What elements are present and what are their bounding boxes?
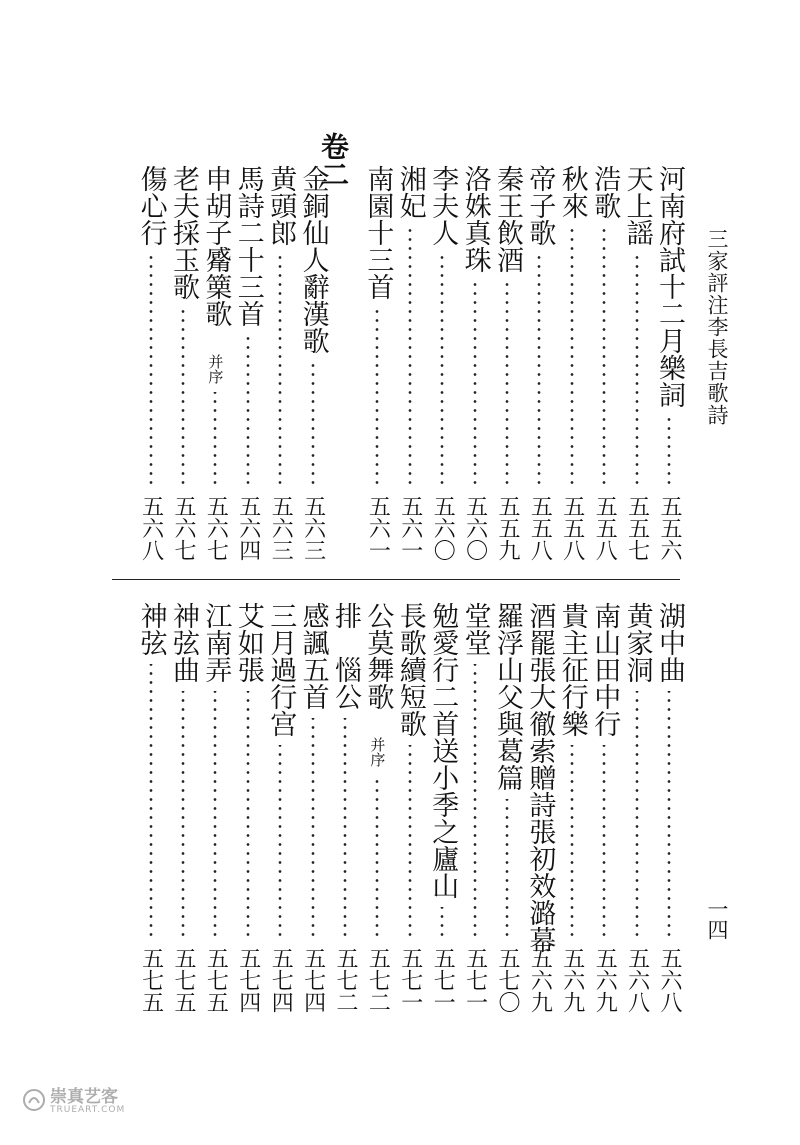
leader-dots <box>536 254 542 487</box>
toc-entry-title <box>489 602 525 791</box>
toc-entry-title <box>457 602 493 656</box>
toc-entry <box>554 602 590 1022</box>
toc-entry-title-text: 秋來 <box>556 165 588 219</box>
toc-entry-title-text: 湘妃 <box>394 165 426 219</box>
section-divider <box>112 579 680 580</box>
toc-entry-title-text: 金銅仙人辭漢歌 <box>297 165 329 354</box>
leader-dots <box>666 691 672 939</box>
toc-entry-title-text: 李夫人 <box>427 165 459 246</box>
toc-entry-page: 五六一 <box>365 495 391 561</box>
toc-entry-title-text: 艾如張 <box>232 602 264 683</box>
leader-dots <box>569 745 575 939</box>
leader-dots <box>504 799 510 939</box>
toc-entry-title <box>197 165 233 384</box>
toc-entry-title-text: 江南弄 <box>200 602 232 683</box>
toc-entry <box>262 602 298 1022</box>
toc-entry <box>586 165 622 575</box>
toc-entry-title <box>262 602 298 737</box>
toc-entry-title <box>619 602 655 683</box>
toc-entry-title <box>619 165 655 246</box>
toc-entry-page: 五六七 <box>203 495 229 561</box>
toc-entry-title-text: 公莫舞歌 <box>362 602 394 710</box>
toc-entry-page: 五七五 <box>171 947 196 1013</box>
toc-entry-title-text: 河南府試十二月樂詞 <box>654 165 685 408</box>
toc-entry-title <box>651 165 687 408</box>
leader-dots <box>180 691 186 939</box>
toc-entry-title-text: 天上謡 <box>621 165 653 246</box>
book-title-header: 三家評注李長吉歌詩 <box>705 228 729 426</box>
leader-dots <box>407 745 413 939</box>
toc-entry-title <box>230 165 266 327</box>
toc-entry-page: 五五八 <box>527 495 553 561</box>
toc-entry-title <box>359 165 395 300</box>
leader-dots <box>504 281 510 487</box>
toc-entry <box>197 602 233 1022</box>
toc-entry <box>262 165 298 575</box>
toc-entry <box>651 602 687 1022</box>
toc-entry-title-text: 酒罷張大徹索贈詩張初效潞幕 <box>524 602 556 953</box>
page-number: 一四 <box>705 898 729 940</box>
leader-dots <box>342 718 348 939</box>
toc-entry-page: 五七〇 <box>495 947 520 1013</box>
toc-entry <box>295 602 331 1022</box>
toc-entry-page: 五六八 <box>624 947 650 1013</box>
toc-entry-title <box>295 165 331 354</box>
toc-entry <box>133 165 169 575</box>
toc-entry-page: 五五七 <box>624 495 650 561</box>
toc-entry-title <box>392 165 428 219</box>
toc-entry-title <box>586 602 622 737</box>
toc-entry-title <box>554 165 590 219</box>
toc-entry <box>554 165 590 575</box>
toc-entry-title <box>457 165 493 273</box>
leader-dots <box>407 227 413 487</box>
toc-entry-title-text: 神弦 <box>135 602 167 656</box>
toc-entry <box>457 165 493 575</box>
toc-entry-title-text: 湖中曲 <box>654 602 685 683</box>
toc-entry <box>457 602 493 1022</box>
toc-entry <box>133 602 169 1022</box>
toc-entry-title-text: 傷心行 <box>135 165 167 246</box>
toc-entry-page: 五六九 <box>559 947 585 1013</box>
leader-dots <box>666 416 672 487</box>
toc-entry-title-text: 堂堂 <box>459 602 491 656</box>
toc-entry-title-text: 黄頭郎 <box>265 165 297 246</box>
logo-icon <box>22 1088 46 1116</box>
toc-entry <box>197 165 233 575</box>
leader-dots <box>601 745 607 939</box>
toc-entry-page: 五六八 <box>138 495 164 561</box>
toc-entry <box>392 165 428 575</box>
leader-dots <box>180 308 186 487</box>
toc-entry <box>359 602 395 1022</box>
watermark-domain: TRUEART.COM <box>50 1105 126 1115</box>
toc-entry-title-text: 馬詩二十三首 <box>232 165 264 327</box>
leader-dots <box>277 745 283 939</box>
toc-entry-title <box>197 602 233 683</box>
toc-entry-title-text: 秦王飲酒 <box>492 165 523 273</box>
leader-dots <box>212 691 218 939</box>
toc-entry-title-text: 帝子歌 <box>524 165 556 246</box>
toc-entry <box>327 602 363 1022</box>
leader-dots <box>439 254 445 487</box>
toc-entry-page: 五六七 <box>171 495 196 561</box>
toc-entry-title <box>424 165 460 246</box>
toc-entry-note: 并序 <box>368 737 387 767</box>
leader-dots <box>148 254 154 487</box>
toc-entry-page: 五六四 <box>235 495 261 561</box>
toc-entry-title <box>133 602 169 656</box>
leader-dots <box>277 254 283 487</box>
toc-entry-title-text: 長歌續短歌 <box>394 602 426 737</box>
leader-dots <box>374 308 380 487</box>
toc-entry-title-text: 排 惱公 <box>330 602 361 710</box>
toc-entry <box>424 602 460 1022</box>
toc-entry-title-text: 浩歌 <box>589 165 621 219</box>
leader-dots <box>310 718 316 939</box>
toc-entry-title <box>165 165 201 300</box>
toc-entry-title <box>554 602 590 737</box>
toc-entry-page: 五七五 <box>138 947 164 1013</box>
toc-entry-title <box>392 602 428 737</box>
toc-entry-page: 五五八 <box>592 495 618 561</box>
juan-heading: 卷二 <box>317 132 350 188</box>
toc-entry-title <box>651 602 687 683</box>
toc-entry <box>619 602 655 1022</box>
toc-entry-page: 五五六 <box>657 495 682 561</box>
toc-entry-title <box>489 165 525 273</box>
toc-entry-title-text: 南園十三首 <box>362 165 394 300</box>
leader-dots <box>374 775 380 939</box>
toc-entry-page: 五六九 <box>592 947 618 1013</box>
toc-entry <box>619 165 655 575</box>
toc-entry-title-text: 羅浮山父與葛篇 <box>492 602 523 791</box>
toc-entry-page: 五六〇 <box>430 495 456 561</box>
leader-dots <box>634 254 640 487</box>
toc-entry-title-text: 感諷五首 <box>297 602 329 710</box>
leader-dots <box>634 691 640 939</box>
toc-entry-title-text: 黄家洞 <box>621 602 653 683</box>
toc-entry-title <box>424 602 460 899</box>
toc-entry <box>359 165 395 575</box>
leader-dots <box>601 227 607 487</box>
leader-dots <box>472 281 478 487</box>
toc-entry-page: 五六三 <box>268 495 294 561</box>
toc-entry-title-text: 申胡子觱篥歌 <box>200 165 232 327</box>
toc-entry-page: 五六八 <box>657 947 682 1013</box>
toc-entry-title <box>521 602 557 953</box>
toc-entry-page: 五七二 <box>365 947 391 1013</box>
toc-entry-page: 五六三 <box>300 495 326 561</box>
leader-dots <box>245 335 251 487</box>
toc-entry-page: 五六九 <box>527 947 553 1013</box>
toc-entry <box>230 602 266 1022</box>
toc-entry <box>424 165 460 575</box>
toc-entry-page: 五六一 <box>397 495 423 561</box>
toc-entry-title <box>230 602 266 683</box>
leader-dots <box>212 392 218 487</box>
watermark <box>22 1088 125 1116</box>
toc-entry-page: 五六〇 <box>462 495 488 561</box>
toc-entry-title <box>133 165 169 246</box>
toc-entry-page: 五五九 <box>495 495 520 561</box>
toc-entry <box>295 165 331 575</box>
toc-entry-title <box>262 165 298 246</box>
toc-entry-title <box>586 165 622 219</box>
toc-entry-title-text: 洛姝真珠 <box>459 165 491 273</box>
toc-entry-title-text: 神弦曲 <box>168 602 199 683</box>
toc-entry <box>489 165 525 575</box>
toc-entry-title <box>521 165 557 246</box>
toc-entry <box>392 602 428 1022</box>
toc-entry-title-text: 三月過行宫 <box>265 602 297 737</box>
toc-entry-page: 五七五 <box>203 947 229 1013</box>
toc-entry-page: 五七四 <box>235 947 261 1013</box>
toc-entry <box>521 602 557 1022</box>
watermark-name: 崇真艺客 <box>50 1087 118 1107</box>
toc-entry-title-text: 南山田中行 <box>589 602 621 737</box>
toc-entry-page: 五七一 <box>462 947 488 1013</box>
toc-entry-page: 五七一 <box>430 947 456 1013</box>
leader-dots <box>245 691 251 939</box>
leader-dots <box>439 907 445 939</box>
leader-dots <box>569 227 575 487</box>
toc-entry-page: 五七四 <box>300 947 326 1013</box>
toc-entry <box>489 602 525 1022</box>
toc-entry-title-text: 貴主征行樂 <box>556 602 588 737</box>
toc-entry-title-text: 老夫採玉歌 <box>168 165 199 300</box>
leader-dots <box>310 362 316 487</box>
leader-dots <box>148 664 154 939</box>
toc-entry-page: 五七二 <box>333 947 358 1013</box>
toc-entry <box>586 602 622 1022</box>
toc-entry <box>651 165 687 575</box>
toc-entry-title <box>295 602 331 710</box>
toc-entry-title <box>165 602 201 683</box>
toc-entry-title <box>327 602 363 710</box>
toc-entry <box>165 602 201 1022</box>
toc-entry-title <box>359 602 395 767</box>
toc-entry <box>230 165 266 575</box>
toc-entry-note: 并序 <box>206 354 225 384</box>
toc-entry-page: 五七一 <box>397 947 423 1013</box>
toc-entry <box>521 165 557 575</box>
toc-entry-page: 五五八 <box>559 495 585 561</box>
toc-entry-page: 五七四 <box>268 947 294 1013</box>
toc-entry-title-text: 勉愛行二首送小季之廬山 <box>427 602 459 899</box>
toc-entry <box>165 165 201 575</box>
leader-dots <box>472 664 478 939</box>
